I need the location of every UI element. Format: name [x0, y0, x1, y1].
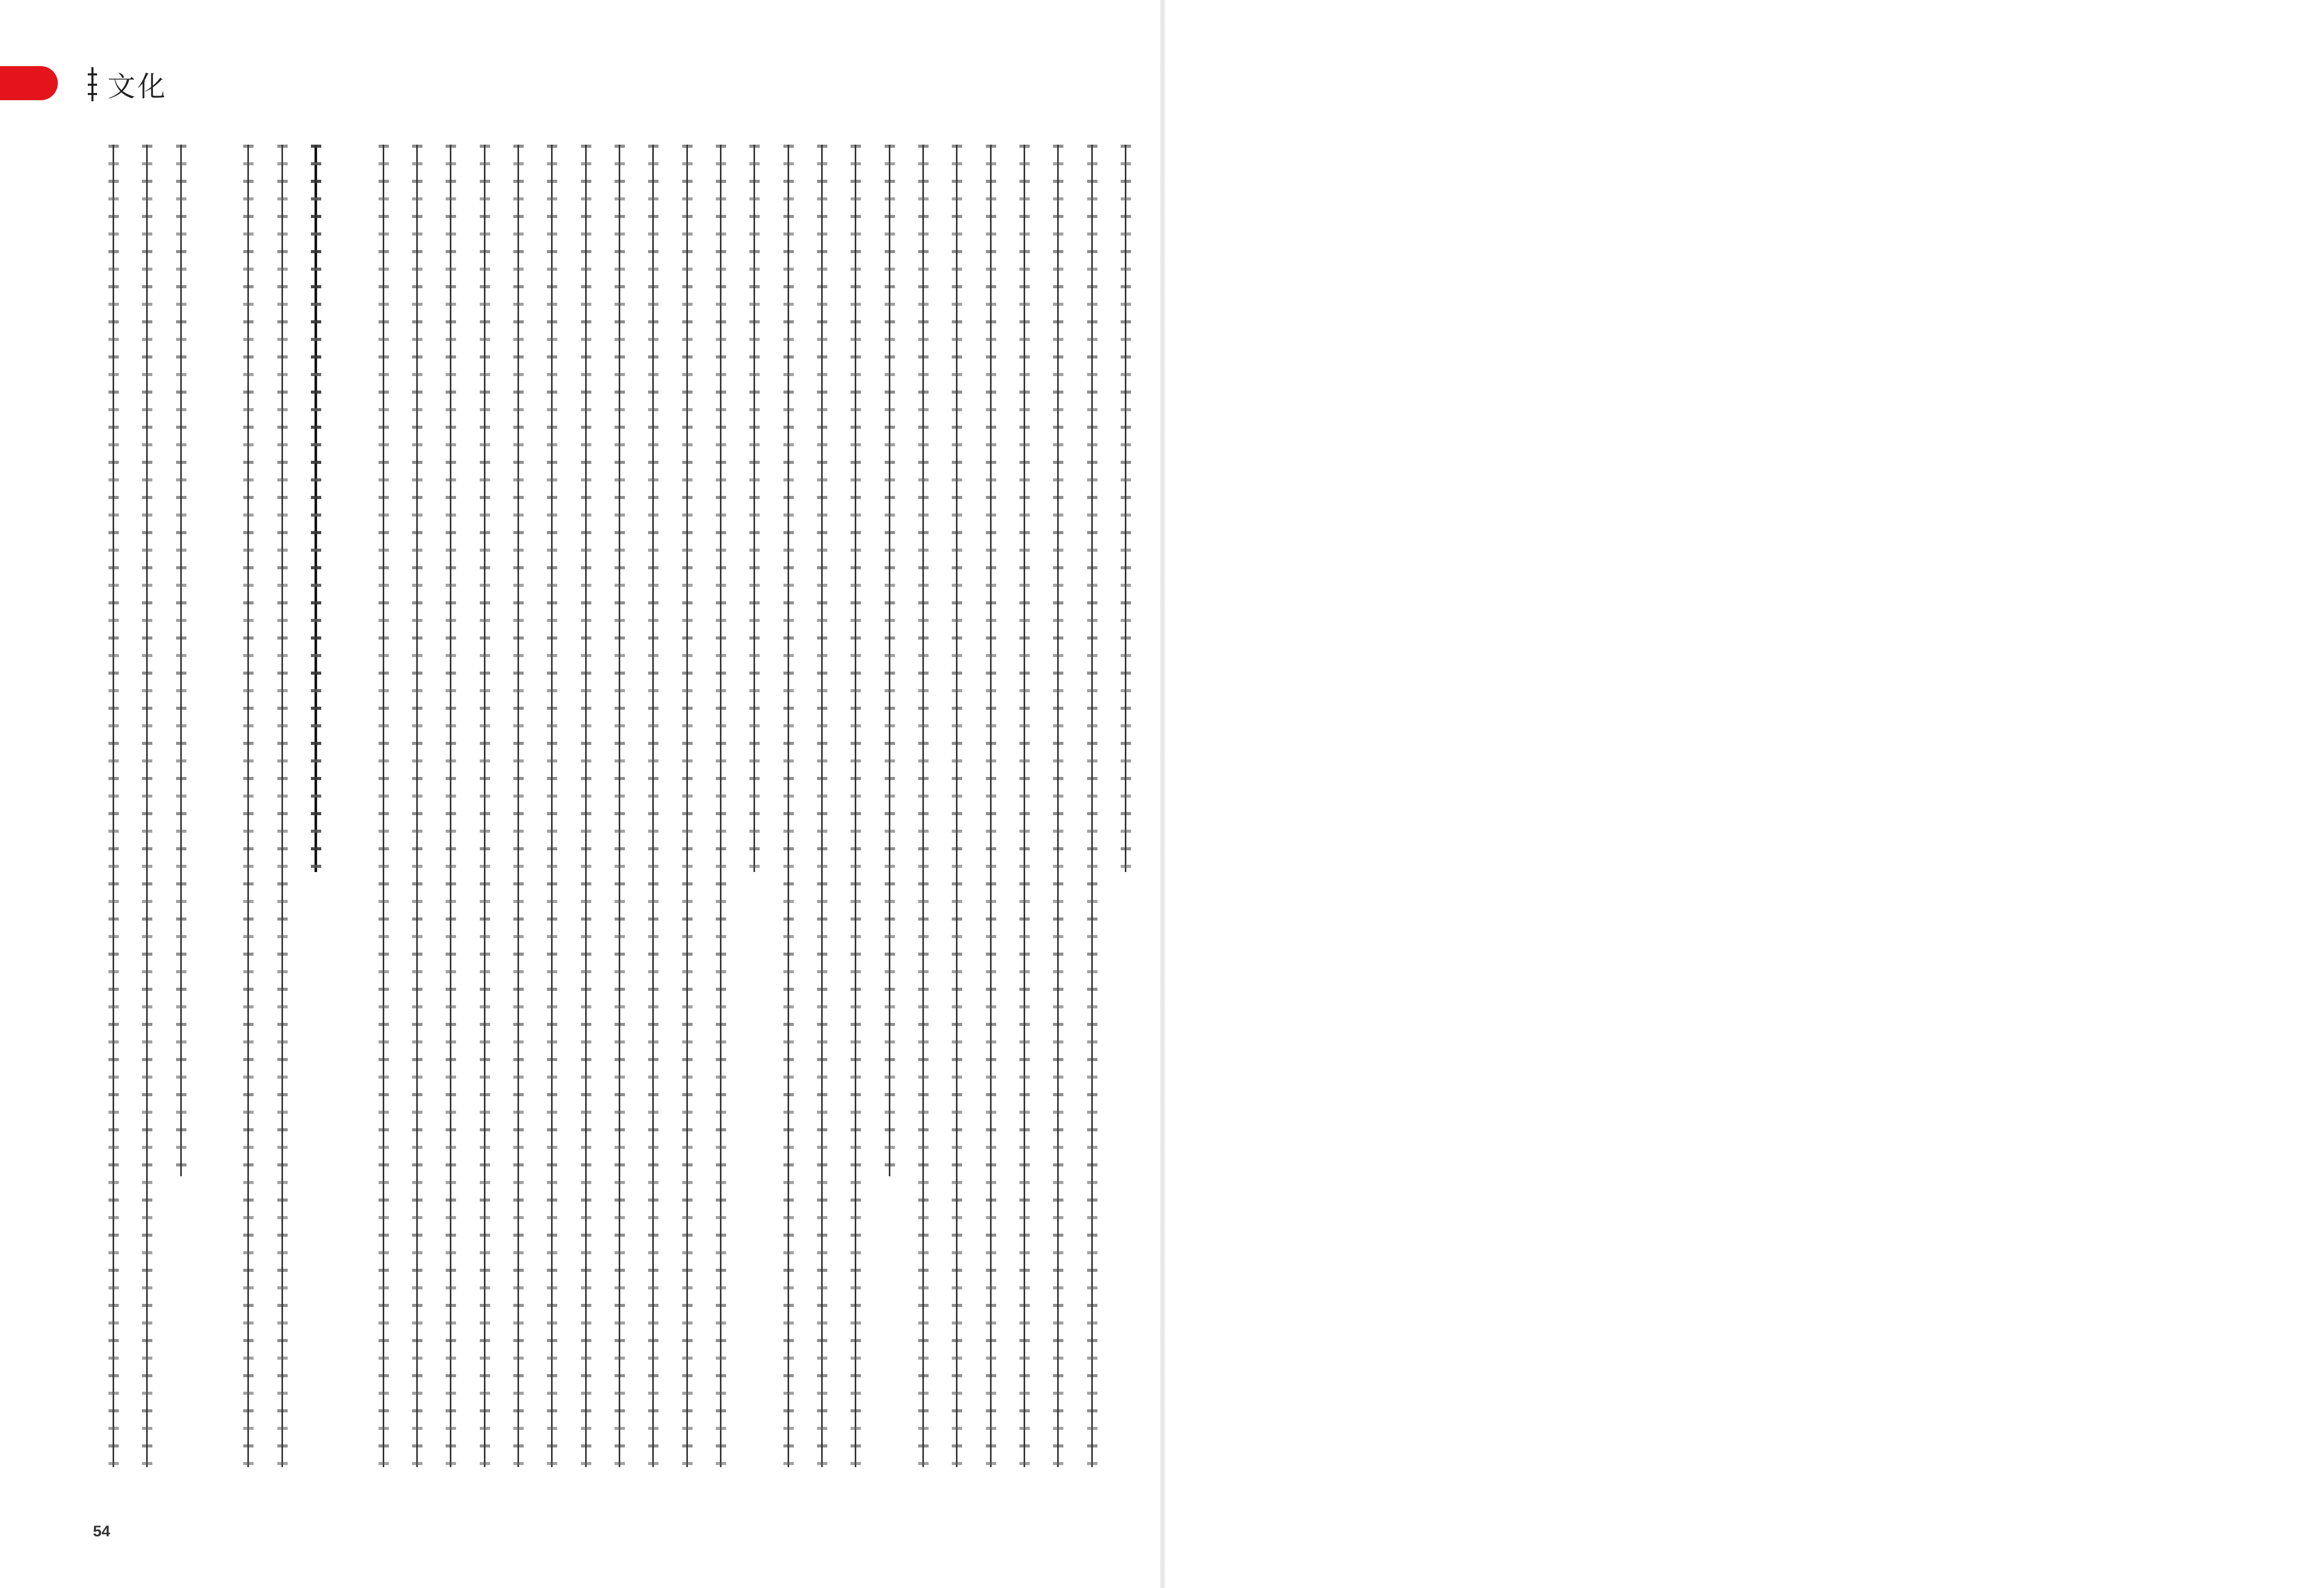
text-line — [947, 145, 967, 1467]
text-line — [609, 145, 630, 1467]
text-line — [677, 145, 698, 1467]
text-line — [576, 145, 596, 1467]
section-red-tab — [0, 66, 58, 100]
text-line — [1116, 145, 1136, 1467]
text-line — [1014, 145, 1035, 1467]
text-line — [880, 145, 900, 1467]
left-page-number: 54 — [93, 1523, 111, 1540]
section-title: 文化 — [107, 70, 167, 103]
text-line — [542, 145, 562, 1467]
text-line — [103, 145, 124, 1467]
subheading-line — [306, 145, 326, 1467]
text-line — [1082, 145, 1103, 1467]
text-line — [272, 145, 293, 1467]
text-line — [778, 145, 799, 1467]
left-page-text-columns — [103, 145, 1136, 1467]
text-line — [373, 145, 394, 1467]
text-line — [812, 145, 833, 1467]
text-line — [711, 145, 731, 1467]
text-line — [171, 145, 192, 1467]
text-line — [845, 145, 866, 1467]
left-page — [0, 0, 1160, 1588]
text-line — [1048, 145, 1069, 1467]
text-line — [475, 145, 495, 1467]
text-line — [744, 145, 765, 1467]
text-line — [643, 145, 664, 1467]
text-line — [913, 145, 934, 1467]
spread-gutter — [1160, 0, 1165, 1588]
text-line — [238, 145, 259, 1467]
text-line — [508, 145, 529, 1467]
text-line — [407, 145, 428, 1467]
text-line — [137, 145, 158, 1467]
right-page — [1165, 0, 2324, 1588]
section-label — [87, 61, 167, 107]
text-line — [441, 145, 461, 1467]
text-line — [981, 145, 1001, 1467]
section-script-glyph — [87, 66, 98, 102]
